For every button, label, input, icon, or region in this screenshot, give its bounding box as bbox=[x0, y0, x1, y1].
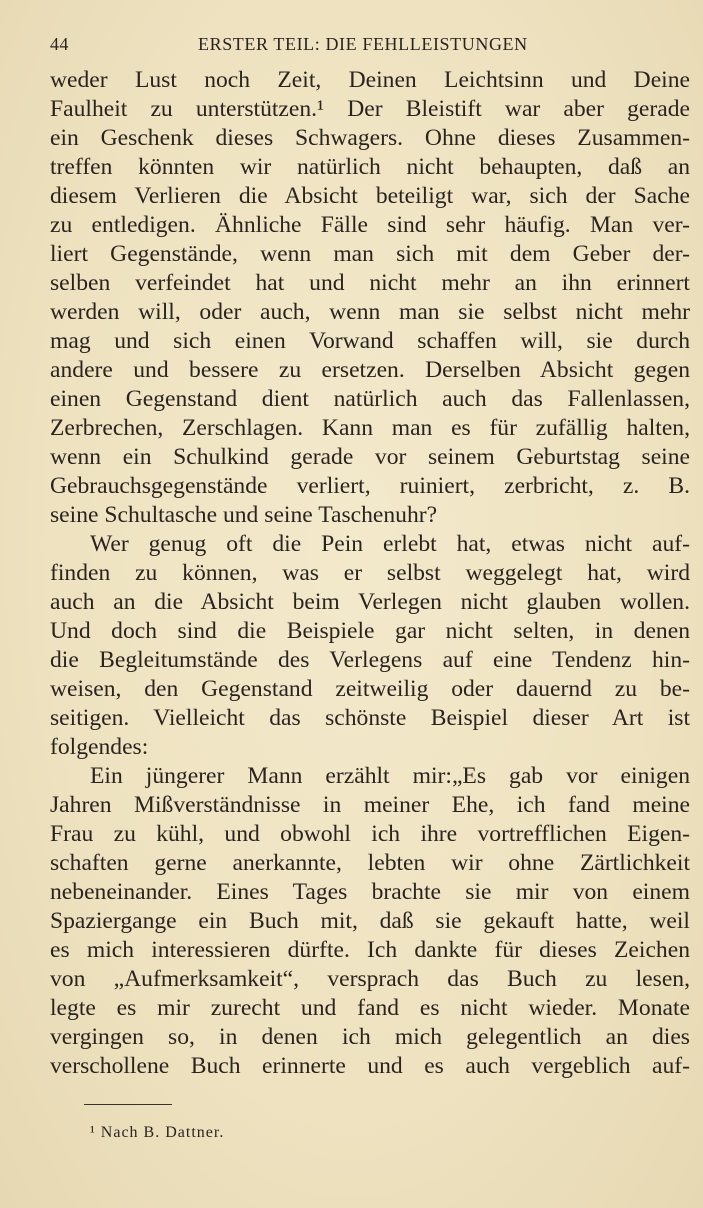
text-line: werden will, oder auch, wenn man sie selbst nicht mehr bbox=[50, 299, 690, 325]
text-line: finden zu können, was er selbst weggelegt hat, wird bbox=[50, 560, 690, 586]
text-line: Faulheit zu unterstützen.¹ Der Bleistift war aber gerade bbox=[50, 96, 690, 122]
text-line: mag und sich einen Vorwand schaffen will, sie durch bbox=[50, 328, 690, 354]
text-line: zu entledigen. Ähnliche Fälle sind sehr häufig. Man ver- bbox=[50, 212, 690, 238]
text-line: auch an die Absicht beim Verlegen nicht glauben wollen. bbox=[50, 589, 690, 615]
text-line: diesem Verlieren die Absicht beteiligt war, sich der Sache bbox=[50, 183, 690, 209]
text-line: wenn ein Schulkind gerade vor seinem Geburtstag seine bbox=[50, 444, 690, 470]
text-line: treffen könnten wir natürlich nicht behaupten, daß an bbox=[50, 154, 690, 180]
text-line: Gebrauchsgegenstände verliert, ruiniert, zerbricht, z. B. bbox=[50, 473, 690, 499]
text-line: ein Geschenk dieses Schwagers. Ohne dieses Zusammen- bbox=[50, 125, 690, 151]
text-line: andere und bessere zu ersetzen. Derselben Absicht gegen bbox=[50, 357, 690, 383]
text-line: Und doch sind die Beispiele gar nicht selten, in denen bbox=[50, 618, 690, 644]
text-line: seitigen. Vielleicht das schönste Beispiel dieser Art ist bbox=[50, 705, 690, 731]
text-line: liert Gegenstände, wenn man sich mit dem Geber der- bbox=[50, 241, 690, 267]
text-line: vergingen so, in denen ich mich gelegentlich an dies bbox=[50, 1024, 690, 1050]
text-line: verschollene Buch erinnerte und es auch vergeblich auf- bbox=[50, 1053, 690, 1079]
text-line: Ein jüngerer Mann erzählt mir:„Es gab vor einigen bbox=[90, 763, 690, 789]
footnote-divider bbox=[84, 1104, 172, 1105]
text-line: Wer genug oft die Pein erlebt hat, etwas nicht auf- bbox=[90, 531, 690, 557]
text-line: Frau zu kühl, und obwohl ich ihre vortrefflichen Eigen- bbox=[50, 821, 690, 847]
text-line: legte es mir zurecht und fand es nicht wieder. Monate bbox=[50, 995, 690, 1021]
page-number: 44 bbox=[50, 34, 69, 54]
text-line: einen Gegenstand dient natürlich auch das Fallenlassen, bbox=[50, 386, 690, 412]
text-line: folgendes: bbox=[50, 734, 149, 760]
text-line: selben verfeindet hat und nicht mehr an ihn erinnert bbox=[50, 270, 690, 296]
text-line: weder Lust noch Zeit, Deinen Leichtsinn und Deine bbox=[50, 67, 690, 93]
text-line: Zerbrechen, Zerschlagen. Kann man es für zufällig halten, bbox=[50, 415, 690, 441]
text-line: die Begleitumstände des Verlegens auf eine Tendenz hin- bbox=[50, 647, 690, 673]
running-title: ERSTER TEIL: DIE FEHLLEISTUNGEN bbox=[198, 34, 528, 54]
text-line: es mich interessieren dürfte. Ich dankte für dieses Zeichen bbox=[50, 937, 690, 963]
text-line: weisen, den Gegenstand zeitweilig oder dauernd zu be- bbox=[50, 676, 690, 702]
text-line: von „Aufmerksamkeit“, versprach das Buch zu lesen, bbox=[50, 966, 690, 992]
footnote: ¹ Nach B. Dattner. bbox=[90, 1124, 225, 1141]
text-line: schaften gerne anerkannte, lebten wir ohne Zärtlichkeit bbox=[50, 850, 690, 876]
text-line: nebeneinander. Eines Tages brachte sie mir von einem bbox=[50, 879, 690, 905]
text-line: seine Schultasche und seine Taschenuhr? bbox=[50, 502, 438, 528]
text-line: Jahren Mißverständnisse in meiner Ehe, ich fand meine bbox=[50, 792, 690, 818]
text-line: Spaziergange ein Buch mit, daß sie gekauft hatte, weil bbox=[50, 908, 690, 934]
body-text bbox=[50, 66, 690, 1081]
page-header bbox=[50, 34, 691, 62]
